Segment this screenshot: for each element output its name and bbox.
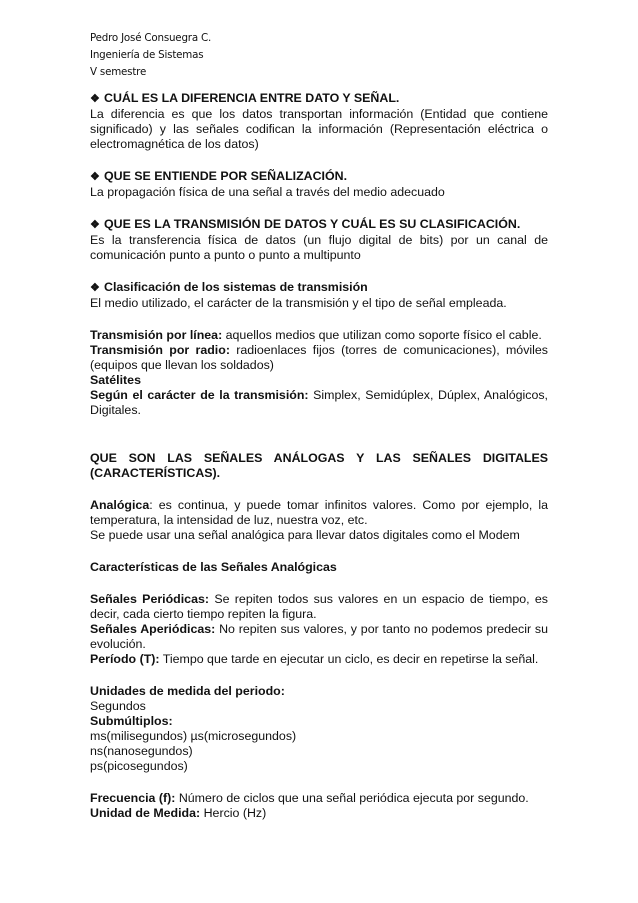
line-transmission-paragraph: Transmisión por línea: aquellos medios que utilizan como soporte físico el cable. [90, 328, 542, 342]
section-body-signaling: La propagación física de una señal a través del medio adecuado [90, 185, 445, 199]
satellites-label: Satélites [90, 373, 141, 387]
aperiodic-signals-paragraph: Señales Aperiódicas: No repiten sus valores, y por tanto no podemos predecir su evolución. [90, 622, 549, 651]
period-units-heading: Unidades de medida del periodo: [90, 684, 285, 698]
modem-paragraph: Se puede usar una señal analógica para llevar datos digitales como el Modem [90, 528, 520, 542]
section-heading-transmission-systems: ❖ Clasificación de los sistemas de transmisión [90, 280, 368, 294]
frequency-paragraph: Frecuencia (f): Número de ciclos que una señal periódica ejecuta por segundo. [90, 791, 529, 805]
ps-unit: ps(picosegundos) [90, 759, 188, 773]
diamond-bullet-icon: ❖ [90, 219, 100, 231]
document-header [90, 30, 548, 81]
section-heading-signaling: ❖ QUE SE ENTIENDE POR SEÑALIZACIÓN. [90, 169, 348, 183]
section-body-data-vs-signal: La diferencia es que los datos transportan información (Entidad que contiene significado) y las señales codifican la información (Representación eléctrica o electromagnética de los datos) [90, 107, 548, 151]
diamond-bullet-icon: ❖ [90, 282, 100, 294]
analog-characteristics-heading: Características de las Señales Analógicas [90, 560, 337, 574]
seconds-unit: Segundos [90, 699, 146, 713]
document-page [90, 30, 548, 821]
program-name: Ingeniería de Sistemas [90, 49, 204, 61]
transmission-character-paragraph: Según el carácter de la transmisión: Simplex, Semidúplex, Dúplex, Analógicos, Digitales. [90, 388, 548, 417]
ns-unit: ns(nanosegundos) [90, 744, 193, 758]
section-body-transmission-systems: El medio utilizado, el carácter de la transmisión y el tipo de señal empleada. [90, 296, 507, 310]
period-paragraph: Período (T): Tiempo que tarde en ejecutar un ciclo, es decir en repetirse la señal. [90, 652, 539, 666]
diamond-bullet-icon: ❖ [90, 93, 100, 105]
periodic-signals-paragraph: Señales Periódicas: Se repiten todos sus valores en un espacio de tiempo, es decir, cada cierto tiempo repiten la figura. [90, 592, 548, 621]
section-heading-data-transmission: ❖ QUE ES LA TRANSMISIÓN DE DATOS Y CUÁL ES SU CLASIFICACIÓN. [90, 217, 521, 231]
section-body-data-transmission: Es la transferencia física de datos (un flujo digital de bits) por un canal de comunicación punto a punto o punto a multipunto [90, 233, 548, 262]
radio-transmission-paragraph: Transmisión por radio: radioenlaces fijos (torres de comunicaciones), móviles (equipos que llevan los soldados) [90, 343, 548, 372]
semester-label: V semestre [90, 66, 147, 78]
submultiples-label: Submúltiplos: [90, 714, 173, 728]
ms-us-units: ms(milisegundos) µs(microsegundos) [90, 729, 297, 743]
author-name: Pedro José Consuegra C. [90, 32, 212, 44]
section-heading-analog-digital: QUE SON LAS SEÑALES ANÁLOGAS Y LAS SEÑALES DIGITALES (CARACTERÍSTICAS). [90, 451, 548, 480]
section-heading-data-vs-signal: ❖ CUÁL ES LA DIFERENCIA ENTRE DATO Y SEÑAL. [90, 91, 400, 105]
diamond-bullet-icon: ❖ [90, 171, 100, 183]
analog-definition-paragraph: Analógica: es continua, y puede tomar infinitos valores. Como por ejemplo, la temperatura, la intensidad de luz, nuestra voz, etc. [90, 498, 548, 527]
frequency-unit-paragraph: Unidad de Medida: Hercio (Hz) [90, 806, 267, 820]
